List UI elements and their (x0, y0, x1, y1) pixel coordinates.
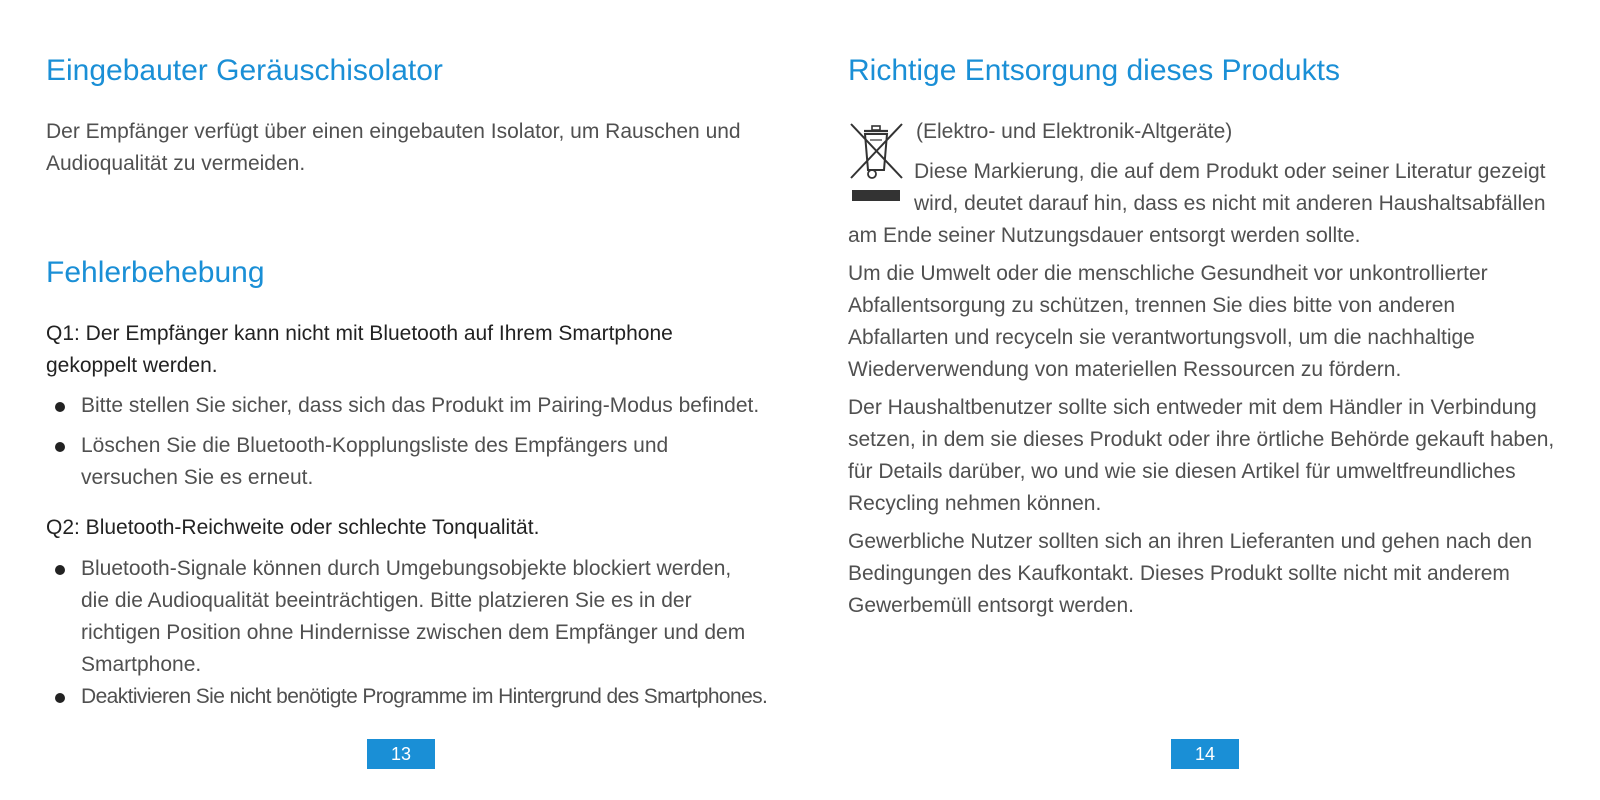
list-item-text: Bitte stellen Sie sicher, dass sich das Produkt im Pairing-Modus befindet. (81, 394, 760, 417)
disposal-paragraph-1 (848, 156, 1558, 252)
section-title-noise-isolator: Eingebauter Geräuschisolator (46, 54, 443, 87)
disposal-paragraph-2: Um die Umwelt oder die menschliche Gesundheit vor unkontrollierter Abfallentsorgung zu schützen, trennen Sie dies bitte von anderen Abfallarten und recyceln sie verantwortungsvoll, um die nachhaltige Wiederverwendung von materiellen Ressourcen zu fördern. (848, 262, 1488, 381)
disposal-paragraph-4: Gewerbliche Nutzer sollten sich an ihren Lieferanten und gehen nach den Bedingungen des Kaufkontakt. Dieses Produkt sollte nicht mit anderem Gewerbemüll entsorgt werden. (848, 530, 1533, 617)
question-1: Q1: Der Empfänger kann nicht mit Bluetooth auf Ihrem Smartphone gekoppelt werden. (46, 322, 673, 377)
paragraph-text: Diese Markierung, die auf dem Produkt oder seiner Literatur gezeigt wird, deutet darauf hin, dass es nicht mit anderen Haushaltsabfällen am Ende seiner Nutzungsdauer entsorgt werden sollte. (848, 160, 1546, 247)
page-number: 13 (367, 739, 435, 769)
bullet-icon (55, 442, 65, 452)
list-item (46, 430, 716, 494)
list-item-text: Bluetooth-Signale können durch Umgebungsobjekte blockiert werden, die die Audioqualität beeinträchtigen. Bitte platzieren Sie es in der richtigen Position ohne Hindernisse zwischen dem Empfänger und dem Smartphone. (81, 557, 746, 676)
page-number: 14 (1171, 739, 1239, 769)
list-item (46, 553, 756, 681)
page-left (46, 0, 766, 800)
bullet-icon (55, 693, 65, 703)
weee-caption: (Elektro- und Elektronik-Altgeräte) (916, 120, 1233, 143)
question-2: Q2: Bluetooth-Reichweite oder schlechte Tonqualität. (46, 516, 540, 539)
list-item (46, 681, 768, 713)
disposal-paragraph-3: Der Haushaltbenutzer sollte sich entweder mit dem Händler in Verbindung setzen, in dem sie dieses Produkt oder ihre örtliche Behörde gekauft haben, für Details darüber, wo und wie sie diesen Artikel für umweltfreundliches Recycling nehmen können. (848, 396, 1555, 515)
question-2-answers (46, 553, 768, 721)
noise-isolator-text: Der Empfänger verfügt über einen eingebauten Isolator, um Rauschen und Audioqualität zu vermeiden. (46, 120, 741, 175)
list-item-text: Deaktivieren Sie nicht benötigte Programme im Hintergrund des Smartphones. (81, 685, 768, 708)
bullet-icon (55, 565, 65, 575)
section-title-disposal: Richtige Entsorgung dieses Produkts (848, 54, 1340, 87)
section-title-troubleshooting: Fehlerbehebung (46, 256, 265, 289)
question-1-answers (46, 390, 766, 502)
bullet-icon (55, 402, 65, 412)
list-item (46, 390, 766, 422)
page-right (848, 0, 1563, 800)
list-item-text: Löschen Sie die Bluetooth-Kopplungsliste des Empfängers und versuchen Sie es erneut. (81, 434, 669, 489)
